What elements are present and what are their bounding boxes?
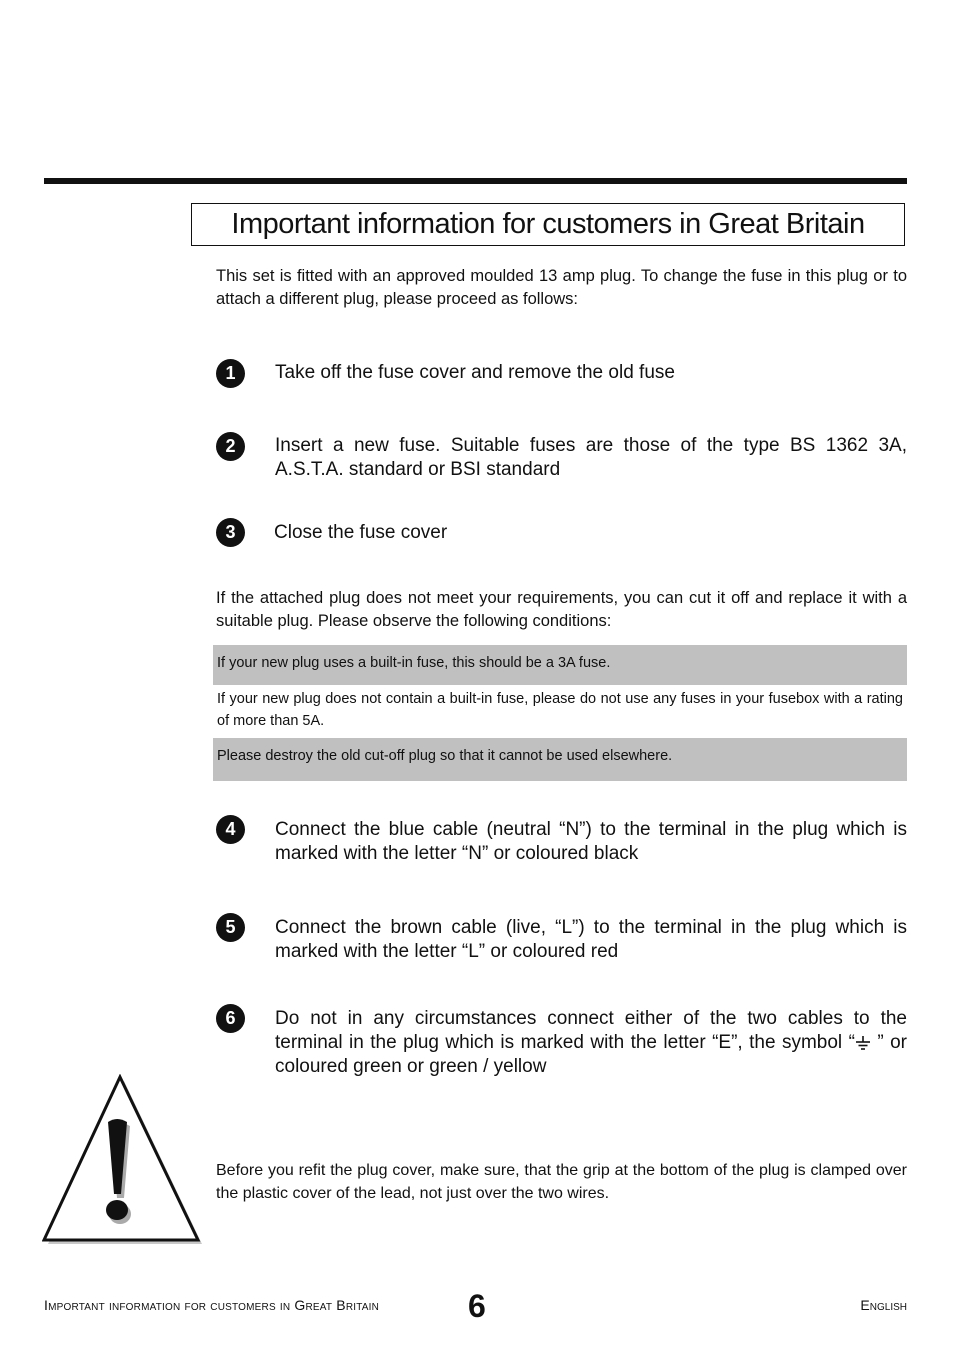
condition-3-text: Please destroy the old cut-off plug so that it cannot be used elsewhere. — [217, 748, 673, 764]
footer-language: English — [860, 1297, 907, 1313]
conditions-intro: If the attached plug does not meet your requirements, you can cut it off and replace it with a suitable plug. Please observe the following conditions: — [216, 589, 907, 630]
footer-title: Important information for customers in Great Britain — [44, 1297, 380, 1313]
step-3-number: 3 — [216, 518, 245, 547]
step-4-number: 4 — [216, 815, 245, 844]
header-rule — [44, 178, 907, 184]
page-title — [191, 203, 905, 246]
intro-paragraph: This set is fitted with an approved moulded 13 amp plug. To change the fuse in this plug or to attach a different plug, please proceed as follows: — [216, 267, 907, 308]
earth-symbol-icon — [855, 1035, 871, 1051]
condition-1-text: If your new plug uses a built-in fuse, this should be a 3A fuse. — [217, 655, 611, 671]
step-1-number: 1 — [216, 359, 245, 388]
footer-page-number: 6 — [468, 1288, 486, 1324]
condition-3 — [213, 738, 907, 781]
step-2-text: Insert a new fuse. Suitable fuses are those of the type BS 1362 3A, A.S.T.A. standard or BSI standard — [275, 435, 907, 480]
condition-1 — [213, 645, 907, 685]
step-6-number: 6 — [216, 1004, 245, 1033]
step-2-number: 2 — [216, 432, 245, 461]
warning-paragraph: Before you refit the plug cover, make sure, that the grip at the bottom of the plug is clamped over the plastic cover of the lead, not just over the two wires. — [216, 1162, 907, 1202]
step-6-text-before: Do not in any circumstances connect either of the two cables to the terminal in the plug which is marked with the letter “E”, the symbol “ — [275, 1008, 907, 1053]
step-6-text-after: ” or coloured green or green / yellow — [275, 1032, 908, 1077]
step-5-number: 5 — [216, 913, 245, 942]
page-title-text: Important information for customers in Great Britain — [231, 208, 865, 240]
step-1-text: Take off the fuse cover and remove the old fuse — [275, 362, 675, 383]
condition-2-text: If your new plug does not contain a built-in fuse, please do not use any fuses in your fusebox with a rating of more than 5A. — [217, 691, 903, 729]
step-4-text: Connect the blue cable (neutral “N”) to the terminal in the plug which is marked with the letter “N” or coloured black — [275, 819, 907, 864]
step-3-text: Close the fuse cover — [274, 522, 448, 543]
condition-2 — [213, 681, 907, 739]
warning-triangle-icon — [42, 1074, 206, 1246]
step-5-text: Connect the brown cable (live, “L”) to the terminal in the plug which is marked with the letter “L” or coloured red — [275, 917, 907, 962]
step-6-text — [275, 1007, 907, 1079]
